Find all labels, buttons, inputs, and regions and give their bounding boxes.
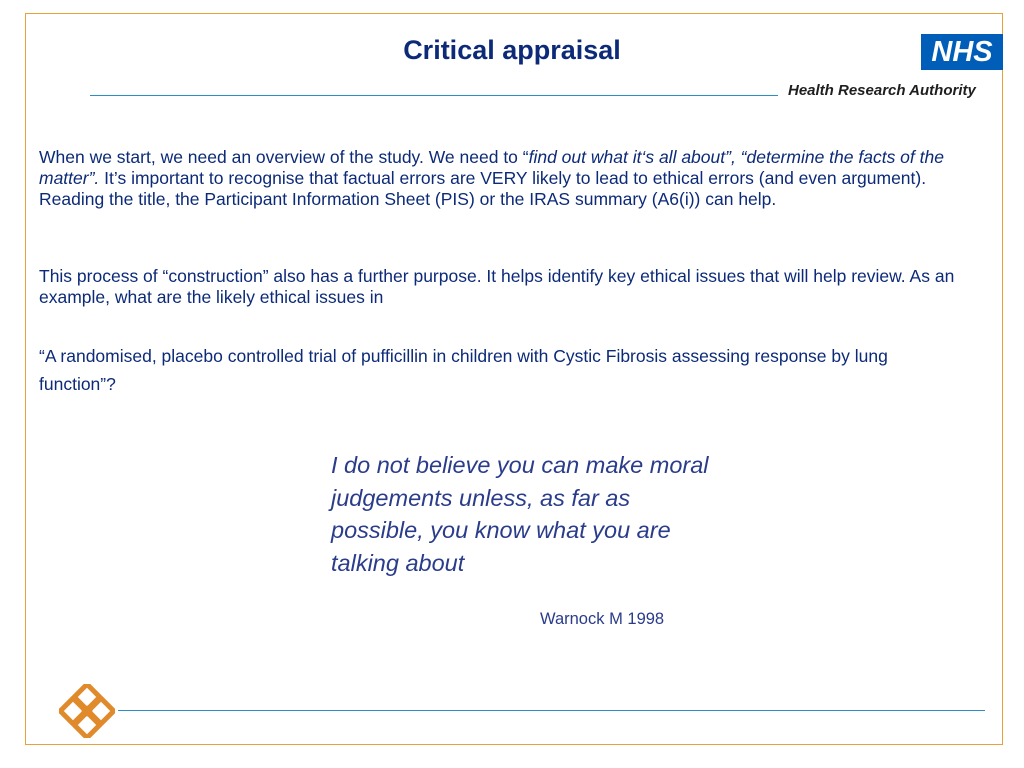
paragraph-overview-emphasis: find out what it‘s all about”, “determine the facts of the matter”. [39, 147, 944, 188]
header-divider [90, 95, 778, 96]
paragraph-overview-rest: It’s important to recognise that factual errors are VERY likely to lead to ethical errors (and even argument). Reading the title, the Participant Information Sheet (PIS) or the IRAS summary (A6(i)) can help. [39, 168, 927, 209]
decorative-knot-icon [59, 684, 115, 738]
nhs-logo: NHS [921, 34, 1003, 70]
quote-attribution: Warnock M 1998 [540, 610, 665, 628]
paragraph-trial-example: “A randomised, placebo controlled trial of pufficillin in children with Cystic Fibrosis assessing response by lung function”? [39, 346, 888, 394]
paragraph-overview [39, 147, 969, 210]
slide-title: Critical appraisal [403, 35, 621, 65]
footer-divider [118, 710, 985, 711]
organisation-name: Health Research Authority [788, 82, 976, 99]
paragraph-overview-intro: When we start, we need an overview of the study. We need to “ [39, 147, 529, 167]
warnock-quote: I do not believe you can make moral judgements unless, as far as possible, you know what you are talking about [331, 452, 709, 576]
paragraph-construction: This process of “construction” also has a further purpose. It helps identify key ethical issues that will help review. As an example, what are the likely ethical issues in [39, 266, 955, 307]
